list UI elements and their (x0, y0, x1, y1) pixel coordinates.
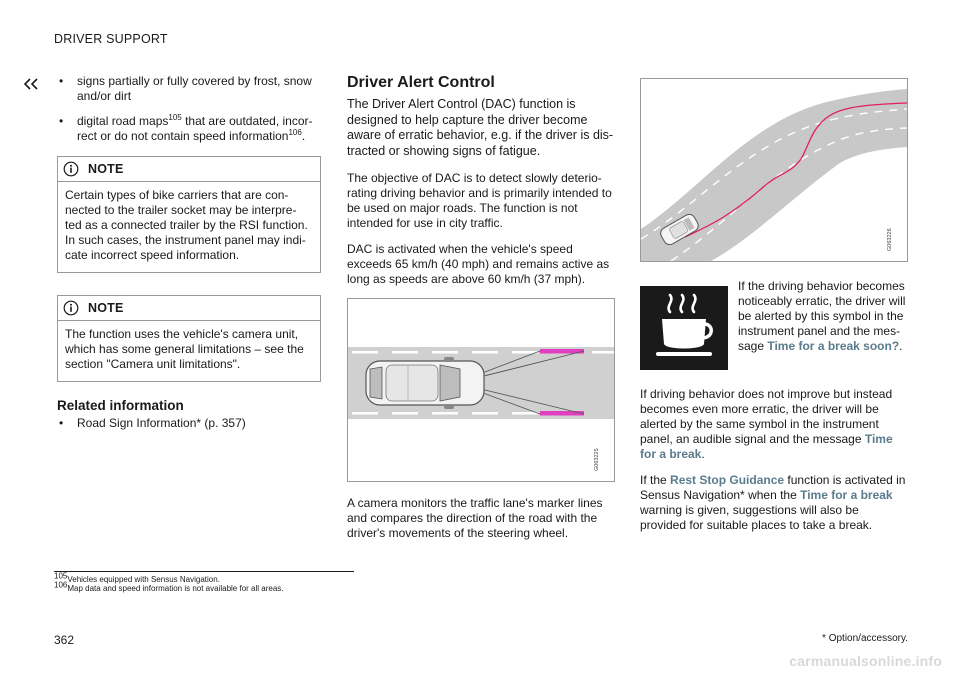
section-header: DRIVER SUPPORT (54, 32, 168, 46)
related-information-heading: Related information (57, 398, 184, 413)
note-header (58, 157, 320, 182)
rest-stop-guidance: Rest Stop Guidance (670, 473, 785, 487)
paragraph: If driving behavior does not improve but instead becomes even more erratic, the driver will be alerted by the same symbol in the instrument panel, an audible signal and the message Time for a break. (640, 387, 893, 461)
car-icon (366, 357, 484, 409)
column-left (57, 74, 321, 441)
bullet-list (57, 74, 321, 144)
paragraph: If the Rest Stop Guidance function is activated in Sensus Navigation* when the Time for a break warning is given, suggestions will also be provided for suitable places to take a break. (640, 473, 906, 532)
page-number: 362 (54, 633, 75, 647)
note-title: NOTE (88, 162, 124, 176)
column-right (640, 78, 908, 544)
figure-code: G063225 (594, 448, 600, 471)
message-time-for-a-break: Time for a break (800, 488, 893, 502)
watermark: carmanualsonline.info (789, 653, 942, 669)
paragraph: If the driving behavior becomes noticeably erratic, the driver will be alerted by this symbol in the instrument panel and the mes- sage Time for a break soon?. (738, 279, 906, 353)
paragraph: The objective of DAC is to detect slowly deterio- rating driving behavior and is primarily intended to be used on major roads. The function is not intended for use in city traffic. (347, 171, 612, 230)
option-accessory-note: * Option/accessory. (822, 633, 908, 644)
message-time-for-a-break-soon: Time for a break soon? (767, 339, 900, 353)
section-title: Driver Alert Control (347, 74, 495, 91)
info-icon (63, 161, 79, 177)
footnote: $^{106}$Map data and speed information is not available for all areas. (54, 580, 284, 593)
list-item: • signs partially or fully covered by frost, snow and/or dirt (57, 74, 321, 104)
paragraph: DAC is activated when the vehicle's speed exceeds 65 km/h (40 mph) and remains active as long as speeds are above 60 km/h (37 mph). (347, 242, 610, 286)
paragraph: A camera monitors the traffic lane's marker lines and compares the direction of the road with the driver's movements of the steering wheel. (347, 496, 603, 540)
back-chevron-icon[interactable] (22, 78, 42, 90)
lead-paragraph: The Driver Alert Control (DAC) function is designed to help capture the driver become aware of erratic behavior, e.g. if the driver is dis- tracted or showing signs of fatigue. (347, 97, 614, 158)
related-link[interactable]: • Road Sign Information* (p. 357) (57, 416, 321, 431)
note-box (57, 156, 321, 273)
column-middle (347, 74, 615, 552)
footnote: $^{105}$Vehicles equipped with Sensus Navigation. (54, 571, 220, 584)
footnotes (54, 571, 354, 593)
info-icon (63, 300, 79, 316)
note-header (58, 296, 320, 321)
car-camera-illustration (348, 299, 614, 481)
note-body: The function uses the vehicle's camera unit, which has some general limitations – see the section "Camera unit limitations". (65, 327, 304, 371)
camera-lane-figure (347, 298, 615, 482)
road-trajectory-figure (640, 78, 908, 262)
figure-code: G063226 (887, 228, 893, 251)
note-box (57, 295, 321, 382)
trajectory-illustration (641, 79, 907, 261)
symbol-paragraph (640, 279, 908, 371)
note-title: NOTE (88, 301, 124, 315)
note-body: Certain types of bike carriers that are con- nected to the trailer socket may be interpre- ted as a connected trailer by the RSI function. In such cases, the instrument panel may indi- cate incorrect speed information. (65, 188, 308, 262)
coffee-cup-icon (640, 286, 728, 370)
message-time-for-a-break: Time for a break (640, 432, 893, 461)
related-list (57, 416, 321, 431)
list-item: • digital road maps$^{105}$ that are outdated, incor- rect or do not contain speed information$^{106}$. (57, 114, 321, 144)
